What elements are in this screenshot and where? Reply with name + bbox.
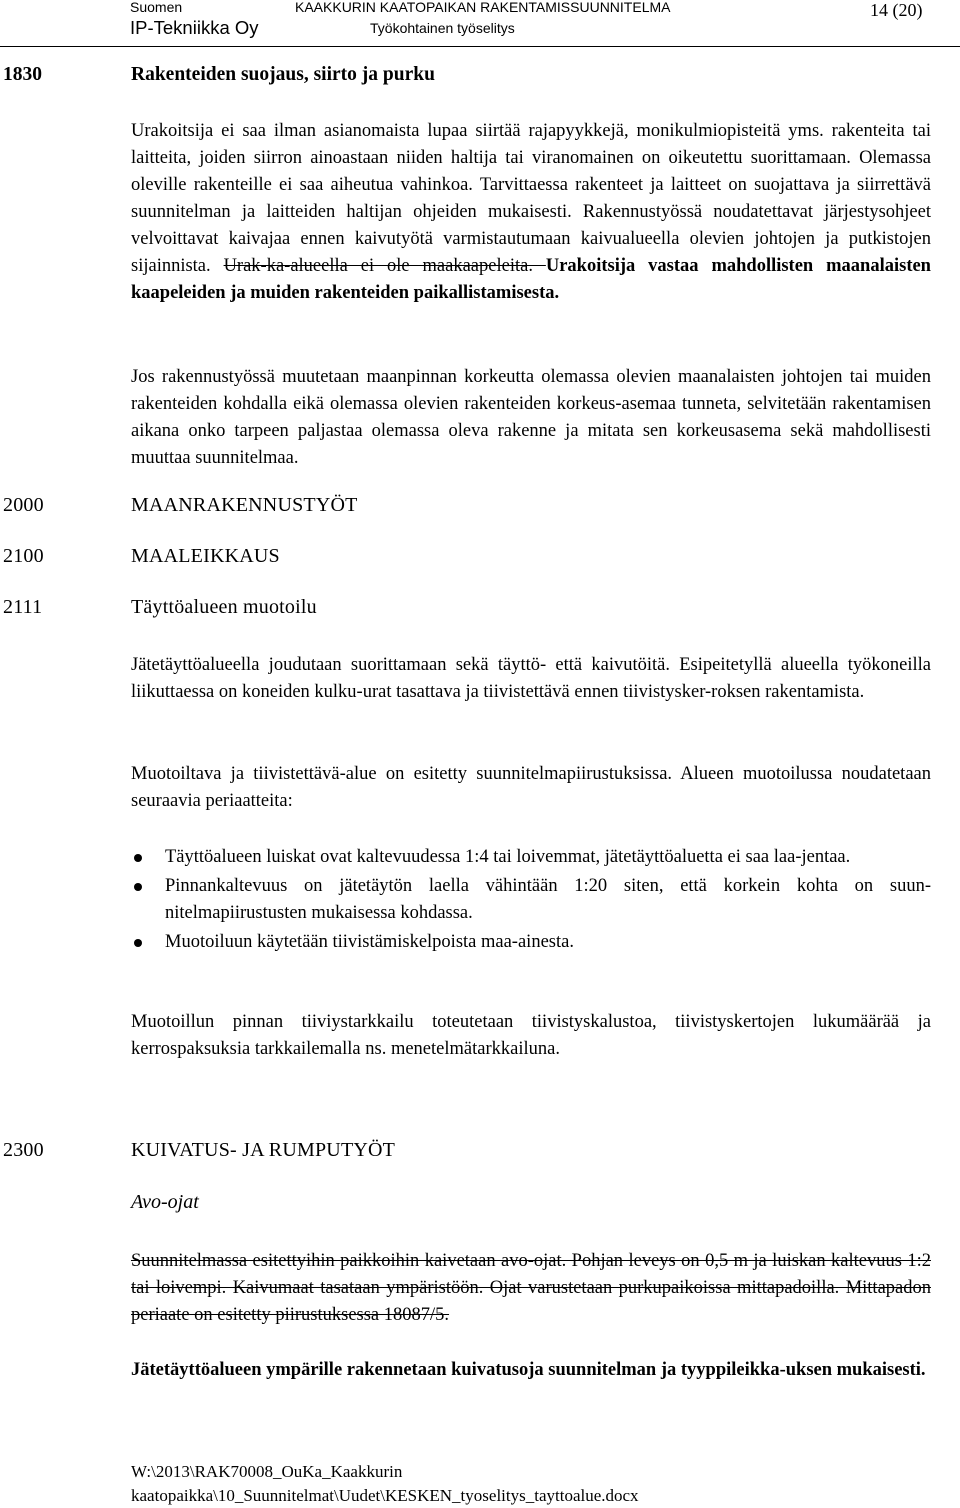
header-page-number: 14 (20) — [870, 0, 923, 20]
page-footer — [131, 1460, 639, 1508]
header-company: Suomen — [130, 0, 183, 15]
bullet-icon — [134, 854, 142, 862]
subsection-title-avo-ojat: Avo-ojat — [131, 1191, 199, 1213]
section-number-2111: 2111 — [3, 596, 43, 618]
section-title-2111: Täyttöalueen muotoilu — [131, 596, 317, 618]
header-document-subtitle: Työkohtainen työselitys — [370, 20, 515, 36]
header-document-title: KAAKKURIN KAATOPAIKAN RAKENTAMISSUUNNITELMA — [295, 0, 671, 15]
list-item — [131, 929, 931, 956]
bullet-icon — [134, 939, 142, 947]
paragraph-1830-1-bold-text: Urakoitsija vastaa mahdollisten maanalaisten kaapeleiden ja muiden rakenteiden paikallistamisesta. — [131, 256, 931, 303]
section-number-2100: 2100 — [3, 545, 44, 567]
paragraph-1830-1 — [131, 118, 931, 307]
paragraph-2300-struck: Suunnitelmassa esitettyihin paikkoihin kaivetaan avo-ojat. Pohjan leveys on 0,5 m ja luiskan kaltevuus 1:2 tai loivempi. Kaivumaat tasataan ympäristöön. Ojat varustetaan purkupaikoissa mittapadoilla. Mittapadon periaate on esitetty piirustuksessa 18087/5. — [131, 1251, 931, 1325]
section-number-2300: 2300 — [3, 1139, 44, 1161]
list-item — [131, 844, 931, 871]
bullet-icon — [134, 883, 142, 891]
paragraph-2300-bold: Jätetäyttöalueen ympärille rakennetaan kuivatusoja suunnitelman ja tyyppileikka-uksen mukaisesti. — [131, 1360, 926, 1380]
paragraph-1830-1-text: Urakoitsija ei saa ilman asianomaista lupaa siirtää rajapyykkejä, monikulmiopisteitä yms. rakenteita tai laitteita, joiden siirron ainoastaan niiden haltija tai viranomainen on oikeutettu suorittamaan. Olemassa oleville rakenteille ei saa aiheutua vahinkoa. Tarvittaessa rakenteet ja laitteet on suojattava ja siirrettävä suunnitelman ja laitteiden haltijan ohjeiden mukaisesti. Rakennustyössä noudatettavat järjestysohjeet velvoittavat kaivajaa ennen kaivutyötä varmistautumaan kaivualueella olevien johtojen ja putkistojen sijainnista. — [131, 121, 931, 276]
section-title-1830: Rakenteiden suojaus, siirto ja purku — [131, 64, 435, 85]
section-title-2300: KUIVATUS- JA RUMPUTYÖT — [131, 1139, 396, 1161]
list-item-text: Täyttöalueen luiskat ovat kaltevuudessa 1:4 tai loivemmat, jätetäyttöaluetta ei saa laa-jentaa. — [165, 847, 851, 867]
list-item-text: Muotoiluun käytetään tiivistämiskelpoista maa-ainesta. — [165, 932, 574, 952]
principles-list — [131, 844, 931, 958]
page-header — [0, 0, 960, 46]
section-title-2000: MAANRAKENNUSTYÖT — [131, 494, 358, 516]
paragraph-2111-2: Muotoiltava ja tiivistettävä-alue on esitetty suunnitelmapiirustuksissa. Alueen muotoilussa noudatetaan seuraavia periaatteita: — [131, 764, 931, 811]
header-organization: IP-Tekniikka Oy — [130, 17, 259, 38]
list-item-text: Pinnankaltevuus on jätetäytön laella vähintään 1:20 siten, että korkein kohta on suun-nitelmapiirustusten mukaisessa kohdassa. — [165, 876, 931, 923]
paragraph-1830-2: Jos rakennustyössä muutetaan maanpinnan korkeutta olemassa olevien maanalaisten johtojen tai muiden rakenteiden kohdalla eikä olemassa olevien rakenteiden korkeus-asemaa tunneta, selvitetään rakentamisen aikana onko tarpeen paljastaa olemassa oleva rakenne ja mitata sen korkeusasema sekä mahdollisesti muuttaa suunnitelmaa. — [131, 367, 931, 468]
paragraph-2111-1: Jätetäyttöalueella joudutaan suorittamaan sekä täyttö- että kaivutöitä. Esipeitetyllä alueella työkoneilla liikuttaessa on koneiden kulku-urat tasattava ja tiivistettävä ennen tiivistysker-roksen rakentamista. — [131, 655, 931, 702]
paragraph-1830-1-struck-text: Urak-ka-alueella ei ole maakaapeleita. — [223, 256, 546, 276]
header-divider — [0, 46, 960, 47]
paragraph-2111-3: Muotoillun pinnan tiiviystarkkailu toteutetaan tiivistyskalustoa, tiivistyskertojen lukumäärää ja kerrospaksuksia tarkkailemalla ns. menetelmätarkkailuna. — [131, 1012, 931, 1059]
section-number-2000: 2000 — [3, 494, 44, 516]
section-title-2100: MAALEIKKAUS — [131, 545, 280, 567]
footer-path-line-2: kaatopaikka\10_Suunnitelmat\Uudet\KESKEN_tyoselitys_tayttoalue.docx — [131, 1486, 639, 1505]
list-item — [131, 873, 931, 927]
section-number-1830: 1830 — [3, 64, 42, 85]
footer-path-line-1: W:\2013\RAK70008_OuKa_Kaakkurin — [131, 1462, 403, 1481]
